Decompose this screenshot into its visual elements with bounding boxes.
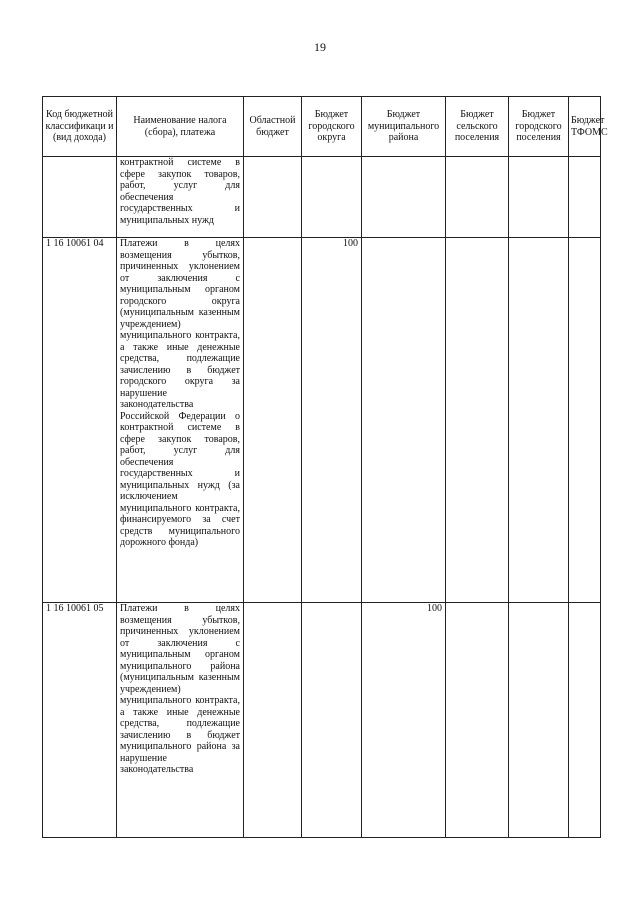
row-city-district: 100 bbox=[302, 238, 362, 603]
row-code: 1 16 10061 04 bbox=[43, 238, 117, 603]
header-code: Код бюджетной классификаци и (вид дохода) bbox=[43, 97, 117, 157]
header-rural-settlement-budget: Бюджет сельского поселения bbox=[446, 97, 509, 157]
row-tfoms bbox=[569, 603, 601, 838]
page-number: 19 bbox=[314, 40, 326, 54]
row-code bbox=[43, 157, 117, 238]
row-code: 1 16 10061 05 bbox=[43, 603, 117, 838]
row-regional bbox=[244, 603, 302, 838]
table-header-row bbox=[43, 97, 601, 157]
row-rural-settlement bbox=[446, 238, 509, 603]
row-urban-settlement bbox=[509, 603, 569, 838]
row-regional bbox=[244, 238, 302, 603]
row-urban-settlement bbox=[509, 157, 569, 238]
row-tfoms bbox=[569, 238, 601, 603]
row-name: контрактной системе в сфере закупок товаров, работ, услуг для обеспечения государственных и муниципальных нужд bbox=[117, 157, 244, 238]
row-urban-settlement bbox=[509, 238, 569, 603]
budget-allocation-table bbox=[42, 96, 608, 838]
row-rural-settlement bbox=[446, 157, 509, 238]
row-name: Платежи в целях возмещения убытков, причиненных уклонением от заключения с муниципальным органом городского округа (муниципальным казенным учреждением) муниципального контракта, а также иные денежные средства, подлежащие зачислению в бюджет городского округа за нарушение законодательства Российской Федерации о контрактной системе в сфере закупок товаров, работ, услуг для обеспечения государственных и муниципальных нужд (за исключением муниципального контракта, финансируемого за счет средств муниципального дорожного фонда) bbox=[117, 238, 244, 603]
table-row bbox=[43, 238, 601, 603]
row-municipal-district bbox=[362, 238, 446, 603]
table-row bbox=[43, 603, 601, 838]
row-city-district bbox=[302, 157, 362, 238]
row-city-district bbox=[302, 603, 362, 838]
header-municipal-district-budget: Бюджет муниципального района bbox=[362, 97, 446, 157]
table-row bbox=[43, 157, 601, 238]
header-urban-settlement-budget: Бюджет городского поселения bbox=[509, 97, 569, 157]
row-rural-settlement bbox=[446, 603, 509, 838]
row-regional bbox=[244, 157, 302, 238]
header-city-district-budget: Бюджет городского округа bbox=[302, 97, 362, 157]
header-regional-budget: Областной бюджет bbox=[244, 97, 302, 157]
row-tfoms bbox=[569, 157, 601, 238]
row-name: Платежи в целях возмещения убытков, причиненных уклонением от заключения с муниципальным органом муниципального района (муниципальным казенным учреждением) муниципального контракта, а также иные денежные средства, подлежащие зачислению в бюджет муниципального района за нарушение законодательства bbox=[117, 603, 244, 838]
header-name: Наименование налога (сбора), платежа bbox=[117, 97, 244, 157]
header-tfoms-budget: Бюджет ТФОМС bbox=[569, 97, 601, 157]
row-municipal-district bbox=[362, 157, 446, 238]
row-municipal-district: 100 bbox=[362, 603, 446, 838]
